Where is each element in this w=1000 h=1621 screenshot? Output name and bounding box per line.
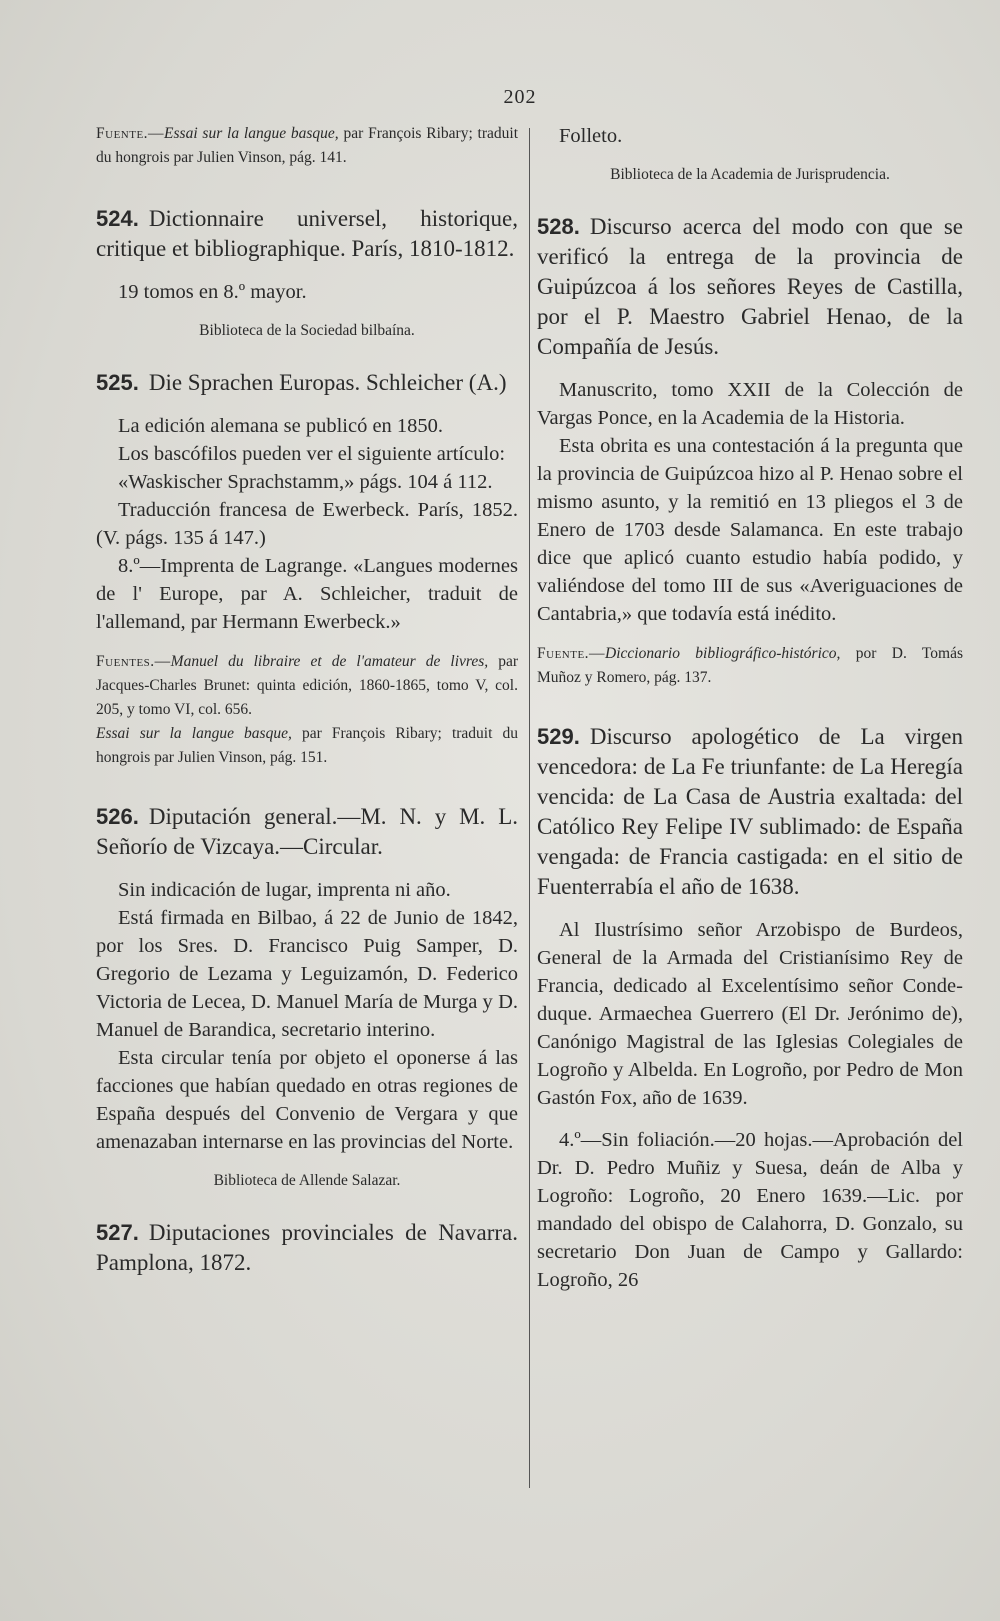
entry-title: Discurso apologético de La virgen vencedora: de La Fe triunfante: de La Heregía vencida: de La Casa de Austria exaltada: del Católico Rey Felipe IV sublimado: de España vengada: de Francia castigada: en el sitio de Fuenterrabía el año de 1638. [537,724,963,899]
entry-525 [96,368,518,770]
entry-528 [537,212,963,690]
entry-paragraph: 19 tomos en 8.º mayor. [118,281,307,303]
entry-heading [537,212,963,362]
entry-paragraph: La edición alemana se publicó en 1850. [118,415,444,437]
entry-number: 528. [537,214,580,239]
entry-529 [537,722,963,1294]
entry-paragraph: Manuscrito, tomo XXII de la Colección de Vargas Ponce, en la Academia de la Historia. [537,379,963,429]
fuentes-note [96,650,518,770]
entry-heading [96,368,518,398]
entry-title: Diputación general.—M. N. y M. L. Señorío de Vizcaya.—Circular. [96,804,518,859]
column-divider [529,128,530,1488]
entry-title: Discurso acerca del modo con que se verificó la entrega de la provincia de Guipúzcoa á los señores Reyes de Castilla, por el P. Maestro Gabriel Henao, de la Compañía de Jesús. [537,214,963,359]
entry-paragraph: Esta circular tenía por objeto el oponerse á las facciones que habían quedado en otras regiones de España después del Convenio de Vergara y que amenazaban internarse en las provincias del Norte. [96,1047,518,1153]
entry-title: Dictionnaire universel, historique, critique et bibliographique. París, 1810-1812. [96,206,518,261]
entry-title: Die Sprachen Europas. Schleicher (A.) [148,370,507,395]
library-note: Biblioteca de la Academia de Jurisprudencia. [610,166,890,183]
entry-paragraph: Sin indicación de lugar, imprenta ni año. [118,879,451,901]
entry-number: 529. [537,724,580,749]
entry-number: 526. [96,804,139,829]
entry-number: 525. [96,370,139,395]
entry-heading [96,802,518,862]
entry-paragraph: 4.º—Sin foliación.—20 hojas.—Aprobación del Dr. D. Pedro Muñiz y Suesa, deán de Alba y Logroño: Logroño, 20 Enero 1639.—Lic. por mandado del obispo de Calahorra, D. Gonzalo, su secretario Don Juan de Campo y Gallardo: Logroño, 26 [537,1129,963,1291]
spacer [537,708,963,722]
fuente-title: Diccionario bibliográfico-histórico, [605,645,841,662]
fuente-rest: por D. Tomás Muñoz y Romero, pág. 137. [537,645,964,686]
right-column [537,122,963,1312]
fuentes-label: Fuentes.— [96,653,171,670]
entry-paragraph: Al Ilustrísimo señor Arzobispo de Burdeos, General de la Armada del Cristianísimo Rey de Francia, dedicado al Excelentísimo señor Conde-duque. Armaechea Guerrero (El Dr. Jerónimo de), Canónigo Magistral de las Iglesias Colegiales de Logroño y Albelda. En Logroño, por Pedro de Mon Gastón Fox, año de 1639. [537,919,963,1109]
entry-number: 527. [96,1220,139,1245]
library-note: Biblioteca de Allende Salazar. [213,1172,401,1189]
source-title: Essai sur la langue basque, [96,725,292,742]
entry-paragraph: Esta obrita es una contestación á la pregunta que la provincia de Guipúzcoa hizo al P. Henao sobre el mismo asunto, y la remitió en 13 pliegos el 3 de Enero de 1703 desde Salamanca. En este trabajo dice que aplicó cuanto estudio había podido, y valiéndose del tomo III de sus «Averiguaciones de Cantabria,» que todavía está inédito. [537,435,963,625]
entry-524 [96,204,518,342]
entry-526 [96,802,518,1192]
spacer [537,628,963,642]
fuente-title: Essai sur la langue basque, [164,125,339,142]
source-title: Manuel du libraire et de l'amateur de livres, [170,653,489,670]
entry-paragraph: «Waskischer Sprachstamm,» págs. 104 á 112. [118,471,493,493]
entry-paragraph: Folleto. [559,125,623,147]
entry-heading [537,722,963,902]
entry-paragraph: Está firmada en Bilbao, á 22 de Junio de 1842, por los Sres. D. Francisco Puig Samper, D. Gregorio de Lezama y Leguizamón, D. Federico Victoria de Lecea, D. Manuel María de Murga y D. Manuel de Barandica, secretario interino. [96,907,518,1041]
fuente-rest: par François Ribary; traduit du hongrois par Julien Vinson, pág. 141. [96,125,519,166]
entry-paragraph: Los bascófilos pueden ver el siguiente artículo: [118,443,506,465]
source-rest: par Jacques-Charles Brunet: quinta edición, 1860-1865, tomo V, col. 205, y tomo VI, col. 656. [96,653,518,718]
library-note: Biblioteca de la Sociedad bilbaína. [199,322,415,339]
fuente-note [537,642,963,690]
entry-527 [96,1218,518,1278]
entry-paragraph: Traducción francesa de Ewerbeck. París, 1852. (V. págs. 135 á 147.) [96,499,518,549]
source-rest: par François Ribary; traduit du hongrois par Julien Vinson, pág. 151. [96,725,519,766]
spacer [96,788,518,802]
spacer [537,1112,963,1126]
entry-title: Diputaciones provinciales de Navarra. Pamplona, 1872. [96,1220,518,1275]
entry-heading [96,1218,518,1278]
fuente-label: Fuente.— [537,645,606,662]
fuente-note [96,122,518,170]
spacer [96,636,518,650]
page-number: 202 [503,86,537,108]
entry-heading [96,204,518,264]
entry-number: 524. [96,206,139,231]
fuente-label: Fuente.— [96,125,165,142]
left-column [96,122,518,1296]
entry-paragraph: 8.º—Imprenta de Lagrange. «Langues modernes de l' Europe, par A. Schleicher, traduit de l'allemand, par Hermann Ewerbeck.» [96,555,518,633]
